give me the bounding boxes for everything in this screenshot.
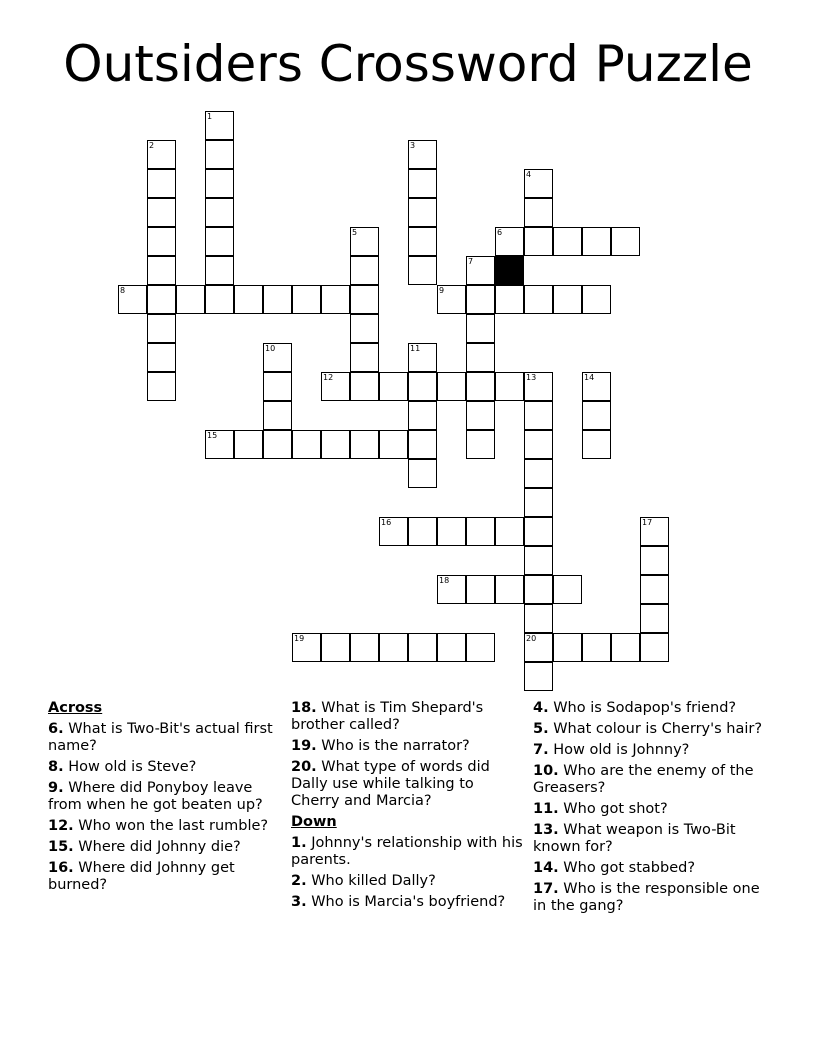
clue-text: Where did Johnny die?: [78, 839, 241, 855]
clues-column-3: [533, 700, 765, 919]
clue-number: 5.: [533, 721, 549, 737]
clue-down-10: [533, 763, 765, 797]
clue-number-label: 6: [497, 228, 503, 237]
clue-number-label: 13: [526, 373, 537, 382]
grid-cell[interactable]: [582, 401, 611, 430]
grid-cell[interactable]: [205, 227, 234, 256]
grid-cell[interactable]: [611, 227, 640, 256]
clue-across-6: [48, 721, 280, 755]
grid-cell[interactable]: [350, 285, 379, 314]
clue-number: 7.: [533, 742, 549, 758]
clue-across-9: [48, 780, 280, 814]
clue-down-1: [291, 835, 523, 869]
clues-column-2: [291, 700, 523, 915]
grid-cell[interactable]: [263, 430, 292, 459]
grid-cell[interactable]: [350, 343, 379, 372]
clue-down-2: [291, 873, 523, 890]
black-cell: [495, 256, 524, 285]
grid-cell[interactable]: [611, 633, 640, 662]
grid-cell[interactable]: [437, 285, 466, 314]
grid-cell[interactable]: [495, 227, 524, 256]
clue-number-label: 10: [265, 344, 276, 353]
clue-number: 9.: [48, 780, 64, 796]
grid-cell[interactable]: [495, 285, 524, 314]
grid-cell[interactable]: [350, 314, 379, 343]
grid-cell[interactable]: [205, 430, 234, 459]
grid-cell[interactable]: [408, 633, 437, 662]
grid-cell[interactable]: [350, 372, 379, 401]
clue-text: How old is Steve?: [68, 759, 197, 775]
grid-cell[interactable]: [524, 372, 553, 401]
clue-number-label: 3: [410, 141, 416, 150]
grid-cell[interactable]: [495, 372, 524, 401]
grid-cell[interactable]: [495, 575, 524, 604]
grid-cell[interactable]: [437, 372, 466, 401]
grid-cell[interactable]: [466, 314, 495, 343]
grid-cell[interactable]: [524, 285, 553, 314]
grid-cell[interactable]: [640, 546, 669, 575]
grid-cell[interactable]: [350, 430, 379, 459]
clue-number: 1.: [291, 835, 307, 851]
grid-cell[interactable]: [524, 198, 553, 227]
grid-cell[interactable]: [553, 285, 582, 314]
grid-cell[interactable]: [524, 604, 553, 633]
clue-number-label: 19: [294, 634, 305, 643]
grid-cell[interactable]: [234, 285, 263, 314]
clue-number: 17.: [533, 881, 559, 897]
clue-text: What is Tim Shepard's brother called?: [291, 700, 484, 733]
grid-cell[interactable]: [524, 575, 553, 604]
clue-number-label: 8: [120, 286, 126, 295]
clue-number: 18.: [291, 700, 317, 716]
grid-cell[interactable]: [553, 227, 582, 256]
grid-cell[interactable]: [437, 633, 466, 662]
clue-number-label: 15: [207, 431, 218, 440]
grid-cell[interactable]: [408, 401, 437, 430]
clue-number-label: 14: [584, 373, 595, 382]
clue-text: Johnny's relationship with his parents.: [291, 835, 523, 868]
grid-cell[interactable]: [495, 517, 524, 546]
grid-cell[interactable]: [321, 633, 350, 662]
clue-number: 13.: [533, 822, 559, 838]
grid-cell[interactable]: [437, 517, 466, 546]
clue-number-label: 20: [526, 634, 537, 643]
clue-number: 4.: [533, 700, 549, 716]
grid-cell[interactable]: [553, 575, 582, 604]
grid-cell[interactable]: [466, 372, 495, 401]
grid-cell[interactable]: [582, 285, 611, 314]
clue-text: Who is Sodapop's friend?: [553, 700, 737, 716]
clue-text: What weapon is Two-Bit known for?: [533, 822, 736, 855]
clue-text: Who got shot?: [563, 801, 668, 817]
grid-cell[interactable]: [147, 314, 176, 343]
grid-cell[interactable]: [263, 372, 292, 401]
clue-number: 12.: [48, 818, 74, 834]
grid-cell[interactable]: [466, 401, 495, 430]
clue-number-label: 2: [149, 141, 155, 150]
grid-cell[interactable]: [205, 285, 234, 314]
grid-cell[interactable]: [466, 517, 495, 546]
clue-across-16: [48, 860, 280, 894]
clue-number-label: 9: [439, 286, 445, 295]
grid-cell[interactable]: [176, 285, 205, 314]
grid-cell[interactable]: [292, 430, 321, 459]
clue-across-8: [48, 759, 280, 776]
clue-number-label: 11: [410, 344, 421, 353]
clue-text: Where did Ponyboy leave from when he got beaten up?: [48, 780, 263, 813]
grid-cell[interactable]: [292, 285, 321, 314]
grid-cell[interactable]: [118, 285, 147, 314]
grid-cell[interactable]: [408, 256, 437, 285]
clue-across-20: [291, 759, 523, 810]
grid-cell[interactable]: [147, 169, 176, 198]
grid-cell[interactable]: [263, 401, 292, 430]
clue-across-19: [291, 738, 523, 755]
grid-cell[interactable]: [524, 633, 553, 662]
clue-text: Who is Marcia's boyfriend?: [311, 894, 506, 910]
grid-cell[interactable]: [263, 285, 292, 314]
clue-number: 10.: [533, 763, 559, 779]
clue-text: What colour is Cherry's hair?: [553, 721, 763, 737]
grid-cell[interactable]: [466, 575, 495, 604]
grid-cell[interactable]: [553, 633, 582, 662]
clue-number-label: 5: [352, 228, 358, 237]
grid-cell[interactable]: [147, 227, 176, 256]
grid-cell[interactable]: [466, 256, 495, 285]
grid-cell[interactable]: [524, 227, 553, 256]
clue-text: Who is the narrator?: [321, 738, 470, 754]
grid-cell[interactable]: [321, 372, 350, 401]
clue-text: What is Two-Bit's actual first name?: [48, 721, 273, 754]
grid-cell[interactable]: [321, 285, 350, 314]
grid-cell[interactable]: [582, 633, 611, 662]
grid-cell[interactable]: [524, 401, 553, 430]
grid-cell[interactable]: [205, 140, 234, 169]
clue-across-12: [48, 818, 280, 835]
grid-cell[interactable]: [408, 169, 437, 198]
grid-cell[interactable]: [524, 488, 553, 517]
clue-text: Who won the last rumble?: [78, 818, 269, 834]
grid-cell[interactable]: [466, 285, 495, 314]
grid-cell[interactable]: [379, 633, 408, 662]
grid-cell[interactable]: [147, 285, 176, 314]
grid-cell[interactable]: [524, 517, 553, 546]
grid-cell[interactable]: [205, 198, 234, 227]
grid-cell[interactable]: [408, 430, 437, 459]
grid-cell[interactable]: [524, 546, 553, 575]
grid-cell[interactable]: [350, 227, 379, 256]
clue-number: 15.: [48, 839, 74, 855]
grid-cell[interactable]: [263, 343, 292, 372]
clue-text: Who killed Dally?: [311, 873, 436, 889]
clue-number: 6.: [48, 721, 64, 737]
clue-across-15: [48, 839, 280, 856]
grid-cell[interactable]: [524, 430, 553, 459]
clue-text: What type of words did Dally use while talking to Cherry and Marcia?: [291, 759, 490, 809]
clue-down-4: [533, 700, 765, 717]
page-title: Outsiders Crossword Puzzle: [63, 35, 753, 93]
grid-cell[interactable]: [408, 198, 437, 227]
clue-text: Who is the responsible one in the gang?: [533, 881, 760, 914]
grid-cell[interactable]: [379, 372, 408, 401]
grid-cell[interactable]: [466, 430, 495, 459]
clue-down-11: [533, 801, 765, 818]
clue-down-7: [533, 742, 765, 759]
clue-number: 19.: [291, 738, 317, 754]
grid-cell[interactable]: [437, 575, 466, 604]
grid-cell[interactable]: [147, 372, 176, 401]
grid-cell[interactable]: [640, 633, 669, 662]
clue-number: 8.: [48, 759, 64, 775]
grid-cell[interactable]: [321, 430, 350, 459]
clue-number-label: 4: [526, 170, 532, 179]
clue-number: 16.: [48, 860, 74, 876]
clue-text: Who got stabbed?: [563, 860, 696, 876]
grid-cell[interactable]: [408, 517, 437, 546]
grid-cell[interactable]: [466, 343, 495, 372]
grid-cell[interactable]: [408, 459, 437, 488]
grid-cell[interactable]: [147, 256, 176, 285]
clue-number-label: 18: [439, 576, 450, 585]
clue-down-3: [291, 894, 523, 911]
clue-number-label: 17: [642, 518, 653, 527]
grid-cell[interactable]: [582, 227, 611, 256]
across-heading: Across: [48, 700, 103, 716]
grid-cell[interactable]: [524, 662, 553, 691]
clue-number: 11.: [533, 801, 559, 817]
clue-down-14: [533, 860, 765, 877]
grid-cell[interactable]: [524, 459, 553, 488]
grid-cell[interactable]: [582, 372, 611, 401]
grid-cell[interactable]: [379, 430, 408, 459]
grid-cell[interactable]: [292, 633, 321, 662]
clue-number-label: 7: [468, 257, 474, 266]
grid-cell[interactable]: [205, 111, 234, 140]
down-heading: Down: [291, 814, 337, 830]
clue-down-17: [533, 881, 765, 915]
grid-cell[interactable]: [408, 343, 437, 372]
grid-cell[interactable]: [350, 256, 379, 285]
clue-down-5: [533, 721, 765, 738]
grid-cell[interactable]: [147, 343, 176, 372]
grid-cell[interactable]: [408, 227, 437, 256]
clues-column-1: [48, 700, 280, 898]
clue-number: 2.: [291, 873, 307, 889]
grid-cell[interactable]: [408, 140, 437, 169]
grid-cell[interactable]: [147, 140, 176, 169]
grid-cell[interactable]: [350, 633, 379, 662]
clue-number-label: 1: [207, 112, 213, 121]
grid-cell[interactable]: [524, 169, 553, 198]
clue-across-18: [291, 700, 523, 734]
grid-cell[interactable]: [640, 517, 669, 546]
clue-down-13: [533, 822, 765, 856]
clue-text: Where did Johnny get burned?: [48, 860, 235, 893]
clue-text: How old is Johnny?: [553, 742, 690, 758]
clue-number: 20.: [291, 759, 317, 775]
grid-cell[interactable]: [466, 633, 495, 662]
clue-number: 3.: [291, 894, 307, 910]
grid-cell[interactable]: [205, 169, 234, 198]
clue-text: Who are the enemy of the Greasers?: [533, 763, 754, 796]
grid-cell[interactable]: [640, 604, 669, 633]
grid-cell[interactable]: [582, 430, 611, 459]
grid-cell[interactable]: [408, 372, 437, 401]
clue-number-label: 16: [381, 518, 392, 527]
clue-number-label: 12: [323, 373, 334, 382]
grid-cell[interactable]: [379, 517, 408, 546]
grid-cell[interactable]: [234, 430, 263, 459]
grid-cell[interactable]: [640, 575, 669, 604]
clue-number: 14.: [533, 860, 559, 876]
grid-cell[interactable]: [147, 198, 176, 227]
grid-cell[interactable]: [205, 256, 234, 285]
